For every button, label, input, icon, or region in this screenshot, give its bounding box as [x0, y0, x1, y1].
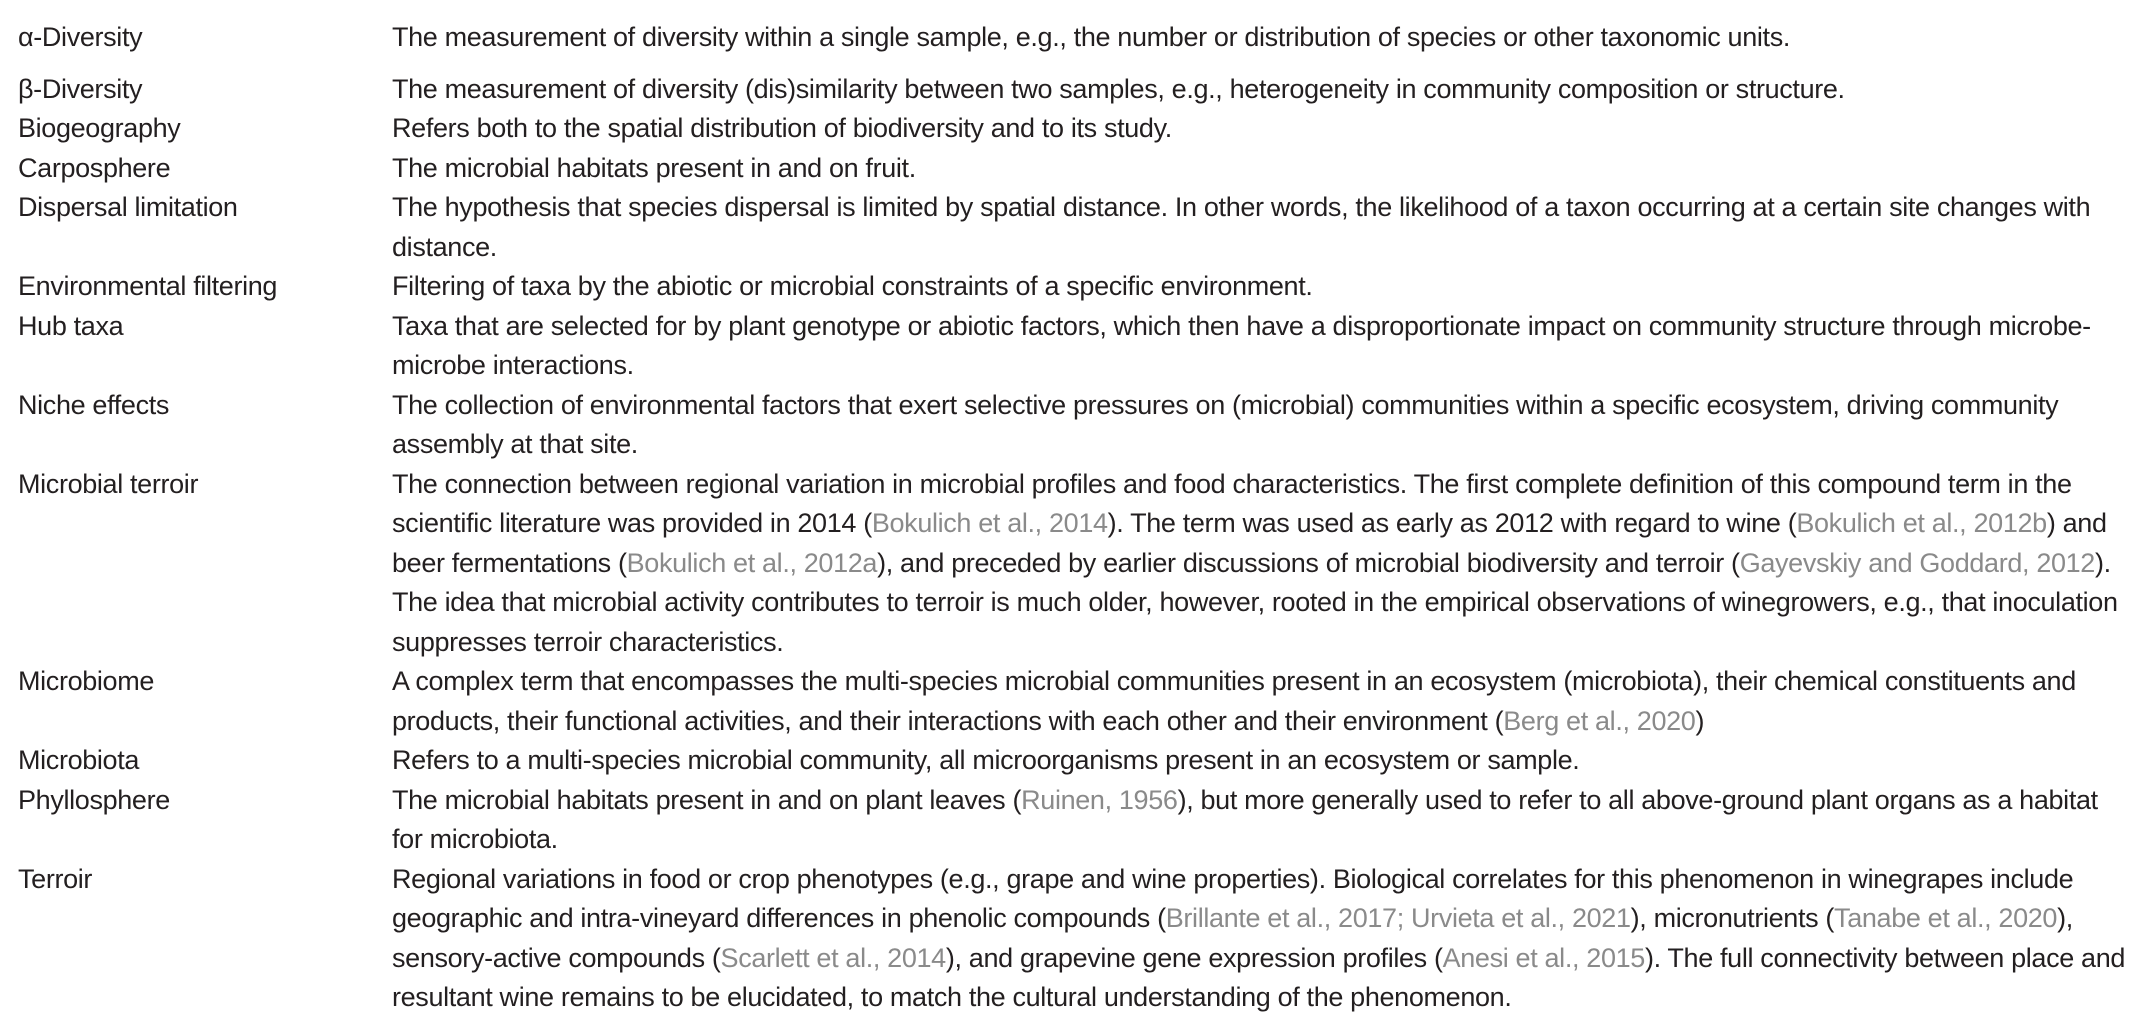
- citation-link[interactable]: Anesi et al., 2015: [1442, 942, 1645, 973]
- glossary-entry: [18, 109, 2128, 149]
- citation-link[interactable]: Gayevskiy and Goddard, 2012: [1739, 547, 2095, 578]
- glossary-definition: [392, 149, 2128, 189]
- glossary-term: Microbiota: [18, 745, 140, 775]
- glossary-definition: [392, 662, 2128, 741]
- definition-text: The measurement of diversity (dis)similarity between two samples, e.g., heterogeneity in community composition or structure.: [392, 73, 1845, 104]
- definition-text: ) and beer fermentations (: [392, 508, 2107, 578]
- glossary-definition: [392, 70, 2128, 110]
- citation-link[interactable]: Ruinen, 1956: [1021, 784, 1178, 815]
- glossary-term: Microbial terroir: [18, 468, 199, 499]
- citation-link[interactable]: Berg et al., 2020: [1503, 705, 1696, 736]
- glossary-term: α-Diversity: [18, 22, 143, 52]
- definition-text: ), sensory-active compounds (: [392, 903, 2073, 973]
- glossary-entry: [18, 465, 2128, 663]
- glossary-term: Niche effects: [18, 389, 170, 420]
- definition-text: Taxa that are selected for by plant genotype or abiotic factors, which then have a disproportionate impact on community structure through microbe-microbe interactions.: [392, 310, 2091, 380]
- citation-link[interactable]: Bokulich et al., 2014: [871, 508, 1108, 538]
- glossary-entry: [18, 781, 2128, 860]
- definition-text: ), and grapevine gene expression profiles (: [945, 942, 1443, 973]
- glossary-term: Hub taxa: [18, 310, 124, 341]
- definition-text: ). The idea that microbial activity contributes to terroir is much older, however, rooted in the empirical observations of winegrowers, e.g., that inoculation suppresses terroir characteristics.: [392, 547, 2118, 657]
- glossary-entry: [18, 307, 2128, 386]
- glossary-term: β-Diversity: [18, 73, 143, 104]
- definition-text: The hypothesis that species dispersal is limited by spatial distance. In other words, the likelihood of a taxon occurring at a certain site changes with distance.: [392, 192, 2091, 262]
- definition-text: Refers both to the spatial distribution of biodiversity and to its study.: [392, 113, 1172, 143]
- glossary-definition: [392, 188, 2128, 267]
- definition-text: The measurement of diversity within a single sample, e.g., the number or distribution of species or other taxonomic units.: [392, 22, 1790, 52]
- definition-text: ), micronutrients (: [1630, 903, 1835, 933]
- definition-text: A complex term that encompasses the multi-species microbial communities present in an ecosystem (microbiota), their chemical constituents and products, their functional activities, and their interactions with each other and their environment (: [392, 666, 2076, 736]
- glossary-definition: [392, 741, 2128, 781]
- glossary-definition: [392, 465, 2128, 663]
- glossary-entry: [18, 386, 2128, 465]
- glossary-entry: [18, 70, 2128, 110]
- glossary-definition: [392, 860, 2128, 1018]
- glossary-definition: [392, 18, 2128, 58]
- definition-text: The microbial habitats present in and on fruit.: [392, 152, 916, 183]
- glossary-definition: [392, 307, 2128, 386]
- definition-text: ), and preceded by earlier discussions of microbial biodiversity and terroir (: [877, 547, 1740, 578]
- glossary-definition: [392, 109, 2128, 149]
- definition-text: ). The term was used as early as 2012 with regard to wine (: [1107, 508, 1797, 538]
- glossary-term: Terroir: [18, 863, 93, 894]
- glossary-term: Dispersal limitation: [18, 192, 238, 222]
- glossary-entry: [18, 267, 2128, 307]
- glossary-entry: [18, 741, 2128, 781]
- definition-text: ). The full connectivity between place and resultant wine remains to be elucidated, to match the cultural understanding of the phenomenon.: [392, 942, 2126, 1012]
- citation-link[interactable]: Bokulich et al., 2012b: [1796, 508, 2047, 538]
- citation-link[interactable]: Tanabe et al., 2020: [1834, 903, 2058, 933]
- glossary-definition: [392, 267, 2128, 307]
- glossary-entry: [18, 188, 2128, 267]
- definition-text: ): [1695, 705, 1705, 736]
- definition-text: The connection between regional variation in microbial profiles and food characteristics. The first complete definition of this compound term in the scientific literature was provided in 2014 (: [392, 468, 2072, 538]
- glossary-entry: [18, 149, 2128, 189]
- citation-link[interactable]: Brillante et al., 2017; Urvieta et al., 2021: [1165, 903, 1631, 933]
- definition-text: Filtering of taxa by the abiotic or microbial constraints of a specific environment.: [392, 271, 1313, 301]
- glossary-entry: [18, 860, 2128, 1018]
- glossary-entry: [18, 662, 2128, 741]
- definition-text: The microbial habitats present in and on plant leaves (: [392, 784, 1022, 815]
- glossary-term: Biogeography: [18, 113, 181, 143]
- definition-text: ), but more generally used to refer to all above-ground plant organs as a habitat for microbiota.: [392, 784, 2098, 854]
- glossary-term: Phyllosphere: [18, 784, 170, 815]
- citation-link[interactable]: Bokulich et al., 2012a: [626, 547, 878, 578]
- glossary-definition: [392, 781, 2128, 860]
- glossary-entry: [18, 18, 2128, 58]
- definition-text: Refers to a multi-species microbial community, all microorganisms present in an ecosystem or sample.: [392, 745, 1580, 775]
- glossary-definition: [392, 386, 2128, 465]
- citation-link[interactable]: Scarlett et al., 2014: [720, 942, 946, 973]
- definition-text: Regional variations in food or crop phenotypes (e.g., grape and wine properties). Biological correlates for this phenomenon in winegrapes include geographic and intra-vineyard differences in phenolic compounds (: [392, 863, 2074, 933]
- glossary-term: Carposphere: [18, 152, 171, 183]
- glossary-term: Microbiome: [18, 666, 155, 696]
- definition-text: The collection of environmental factors that exert selective pressures on (microbial) communities within a specific ecosystem, driving community assembly at that site.: [392, 389, 2059, 459]
- glossary-term: Environmental filtering: [18, 271, 278, 301]
